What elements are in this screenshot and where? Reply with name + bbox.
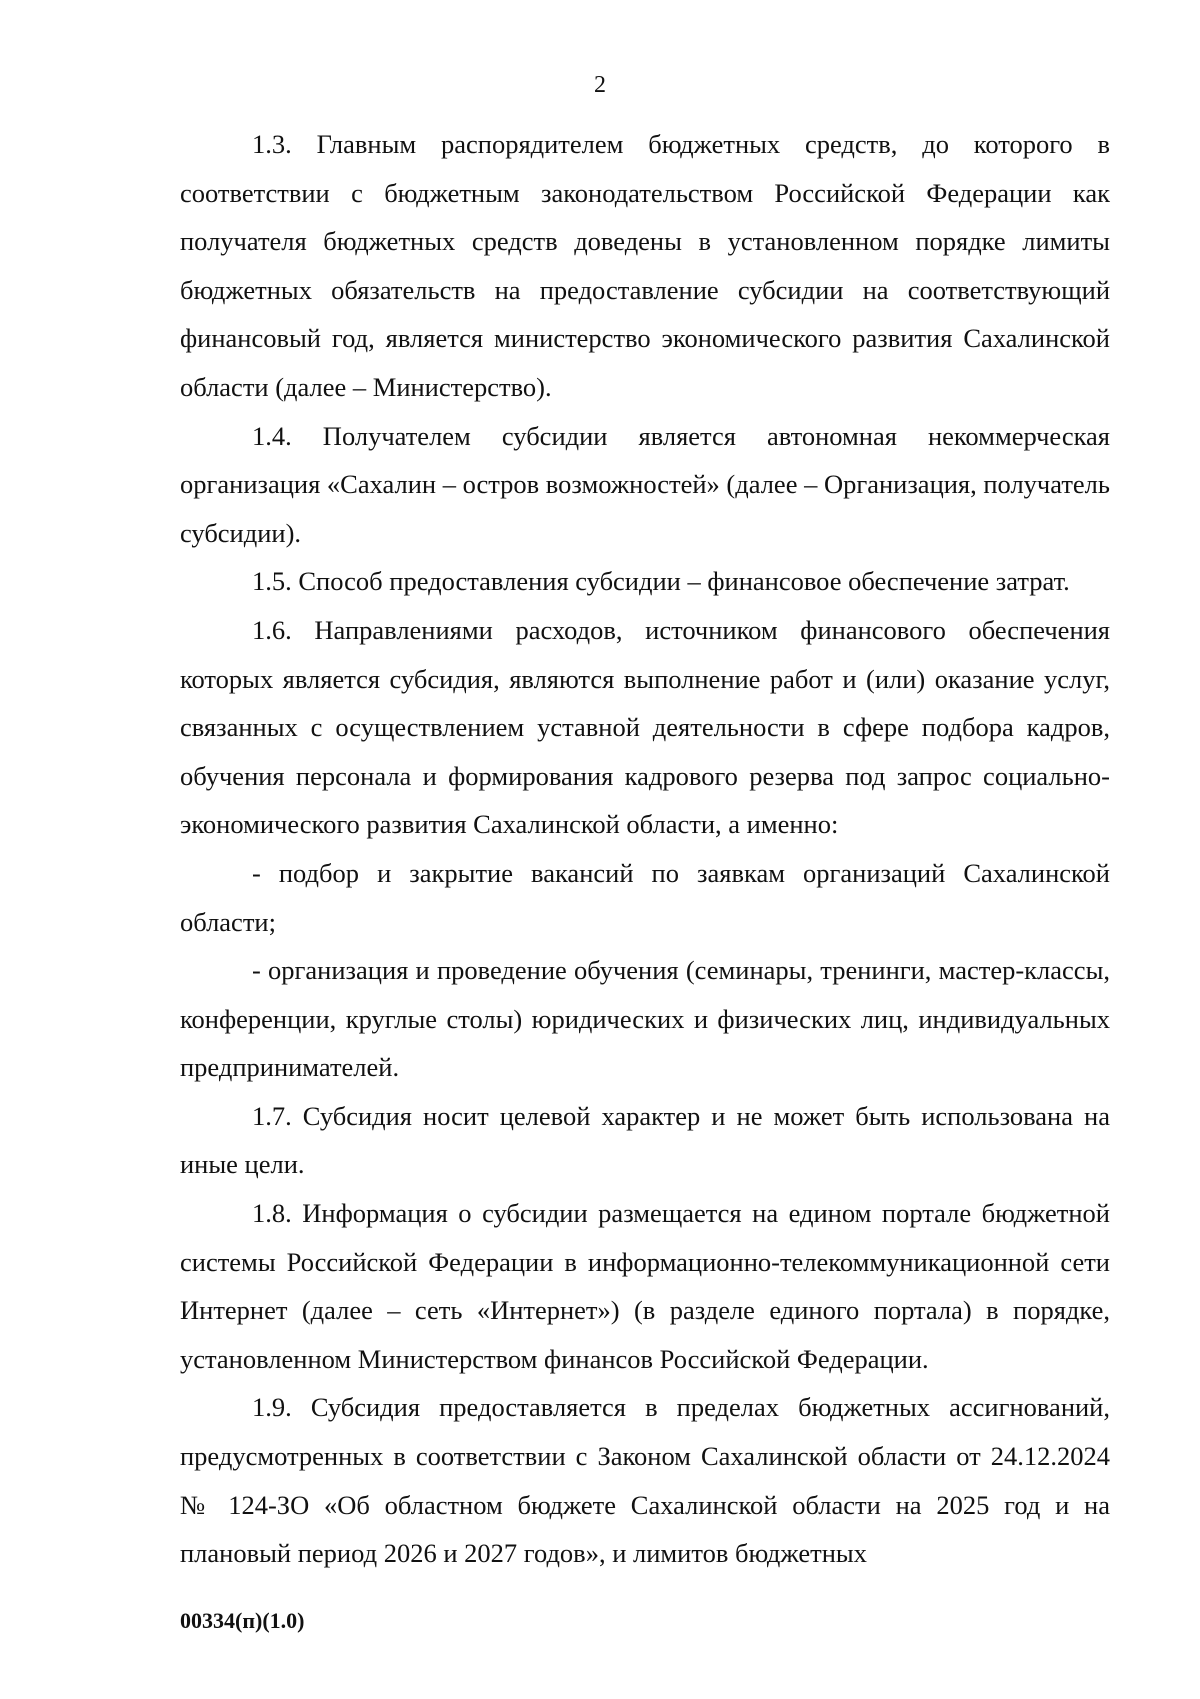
- paragraph-1-7: 1.7. Субсидия носит целевой характер и не может быть использована на иные цели.: [180, 1100, 1110, 1180]
- list-item-vacancies: - подбор и закрытие вакансий по заявкам организаций Сахалинской области;: [180, 857, 1110, 937]
- page-number: 2: [594, 72, 606, 98]
- paragraph-1-9: 1.9. Субсидия предоставляется в пределах бюджетных ассигнований, предусмотренных в соответствии с Законом Сахалинской области от 24.12.2024 № 124-ЗО «Об областном бюджете Сахалинской области на 2025 год и на плановый период 2026 и 2027 годов», и лимитов бюджетных: [180, 1392, 1110, 1569]
- paragraph-1-5: 1.5. Способ предоставления субсидии – финансовое обеспечение затрат.: [252, 566, 1070, 597]
- list-item-training: - организация и проведение обучения (семинары, тренинги, мастер-классы, конференции, круглые столы) юридических и физических лиц, индивидуальных предпринимателей.: [180, 955, 1110, 1083]
- paragraph-1-8: 1.8. Информация о субсидии размещается на едином портале бюджетной системы Российской Федерации в информационно-телекоммуникационной сети Интернет (далее – сеть «Интернет») (в разделе единого портала) в порядке, установленном Министерством финансов Российской Федерации.: [180, 1198, 1110, 1374]
- paragraph-1-3: 1.3. Главным распорядителем бюджетных средств, до которого в соответствии с бюджетным законодательством Российской Федерации как получателя бюджетных средств доведены в установленном порядке лимиты бюджетных обязательств на предоставление субсидии на соответствующий финансовый год, является министерство экономического развития Сахалинской области (далее – Министерство).: [180, 129, 1110, 402]
- paragraph-1-4: 1.4. Получателем субсидии является автономная некоммерческая организация «Сахалин – остров возможностей» (далее – Организация, получатель субсидии).: [180, 420, 1110, 548]
- document-body: [180, 120, 1110, 1578]
- paragraph-1-6: 1.6. Направлениями расходов, источником финансового обеспечения которых является субсидия, являются выполнение работ и (или) оказание услуг, связанных с осуществлением уставной деятельности в сфере подбора кадров, обучения персонала и формирования кадрового резерва под запрос социально-экономического развития Сахалинской области, а именно:: [180, 614, 1110, 840]
- document-code: 00334(п)(1.0): [180, 1608, 305, 1633]
